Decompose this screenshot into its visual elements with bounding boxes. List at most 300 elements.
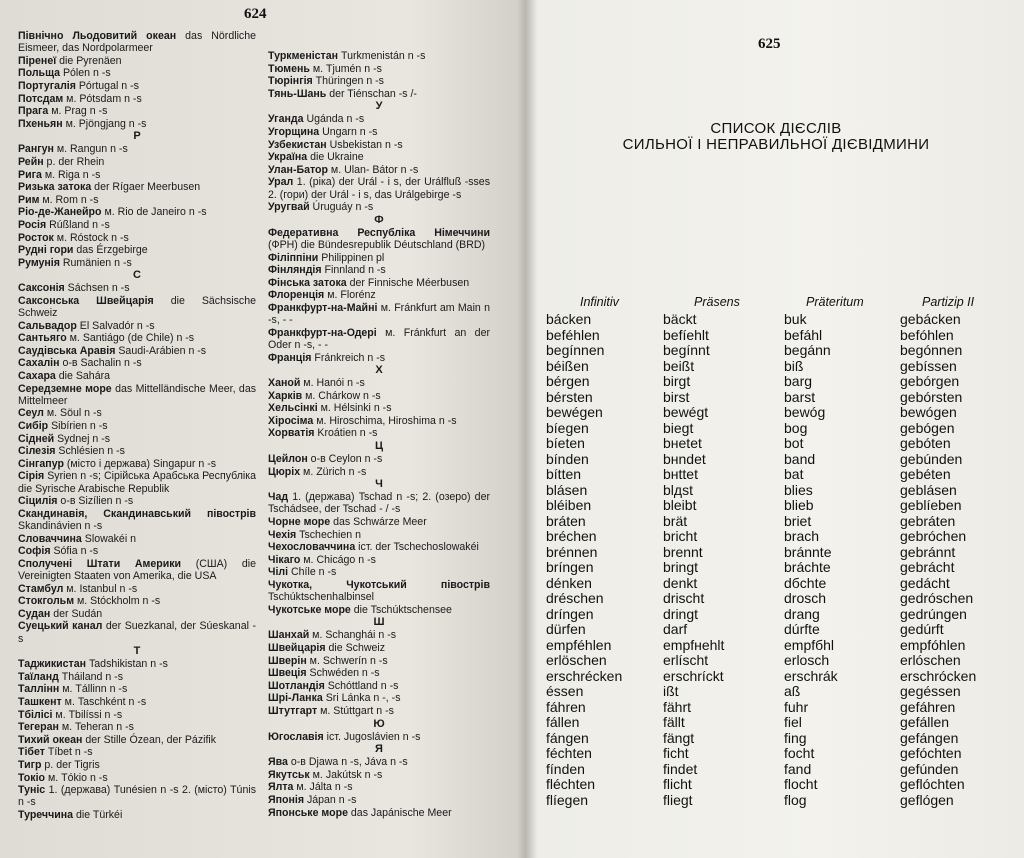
glossary-entry [268,126,490,138]
verb-praesens: bewégt [663,404,709,420]
entry-headword: Сибір [18,420,49,433]
verb-partizip: gefúnden [900,760,959,777]
entry-translation: Sri Lánka n -, -s [322,692,401,705]
verb-praesens: fängt [663,729,695,746]
verb-infinitiv: féchten [546,745,592,761]
entry-headword: Туреччина [18,808,74,821]
glossary-entry [268,252,490,264]
entry-headword: Туркменістан [268,50,339,62]
entry-headword: Федеративна Республіка Німеччини [268,226,490,239]
verb-partizip: gebrácht [900,559,955,575]
entry-headword: Ріо-де-Жанейро [18,206,102,219]
glossary-entry [18,93,256,105]
glossary-entry [18,545,256,557]
verb-infinitiv: bíegen [546,419,589,436]
glossary-entry [18,508,256,532]
entry-translation: Schlésien n -s [55,445,125,458]
glossary-entry [18,595,256,607]
entry-translation: м. Tállinn n -s [59,683,128,696]
entry-headword: Ташкент [18,695,62,708]
column-praesens [663,312,724,808]
section-letter: Ф [374,213,384,226]
verb-partizip: gedúrft [900,621,944,637]
entry-headword: Фінляндія [268,264,322,277]
entry-translation: р. der Rhein [43,155,105,168]
entry-translation: о-в Sizílien n -s [57,495,134,508]
entry-headword: Тбілісі [18,708,53,721]
entry-translation: Tadshikistan n -s [86,658,168,671]
verb-praesens: darf [663,621,688,637]
entry-translation: Tschechien n [296,528,361,541]
verb-praeteritum: drosch [784,590,827,606]
verb-infinitiv: bléiben [546,497,592,513]
entry-translation: м. Santiágo (de Chile) n -s [66,332,195,345]
glossary-entry [18,671,256,683]
verb-infinitiv: bácken [546,311,592,327]
verb-praeteritum: focht [784,745,815,761]
verb-praesens: ficht [663,745,689,761]
glossary-entry [268,289,490,301]
verb-partizip: gebóten [900,435,951,451]
verb-praesens: birst [663,388,690,405]
glossary-entry [18,696,256,708]
entry-translation: Tschúktschenhalbinsel [268,591,374,604]
glossary-entry [268,151,490,163]
glossary-entry [18,433,256,445]
entry-translation: Schwéden n -s [306,667,380,680]
verb-praeteritum: barst [784,388,816,405]
verb-praeteritum: fand [784,760,812,777]
entry-headword: Шотландія [268,679,325,692]
entry-translation: іст. der Tschechoslowakéi [355,541,479,554]
header-partizip: Partizip II [922,295,975,309]
glossary-entry [18,370,256,382]
verb-infinitiv: éssen [546,683,584,699]
verb-praesens: dringt [663,605,699,622]
glossary-entry [268,579,490,603]
glossary-entry [268,705,490,717]
glossary-entry [268,491,490,515]
verb-infinitiv: bríngen [546,559,594,575]
entry-headword: Тюрінгія [268,75,313,88]
glossary-entry [268,453,490,465]
verb-praeteritum: dбchte [784,574,827,591]
section-letter: Т [133,645,141,658]
verb-infinitiv: fáhren [546,698,586,715]
entry-headword: Піренеї [18,54,57,67]
entry-headword: Хіросіма [268,414,314,427]
entry-headword: Швеція [268,667,307,680]
verb-praeteritum: befáhl [784,326,823,343]
entry-translation: Sáchsen n -s [64,282,130,295]
verb-infinitiv: flíegen [546,791,589,808]
entry-headword: Сіцилія [18,495,58,508]
verb-praeteritum: aß [784,683,801,699]
glossary-entry [268,769,490,781]
verb-praeteritum: blieb [784,497,814,513]
glossary-entry [268,541,490,553]
entry-headword: Франкфурт-на-Одері [268,326,377,339]
verb-partizip: erlóschen [900,652,961,668]
verb-partizip: geflóchten [900,776,965,792]
entry-headword: Чехія [268,528,297,541]
entry-headword: Чікаго [268,553,301,566]
entry-headword: Туніс [18,784,46,797]
entry-headword: Скандинавія, Скандинавський півострів [18,507,256,520]
verb-infinitiv: bewégen [546,404,603,420]
glossary-entry [18,295,256,319]
entry-headword: Північно Льодовитий океан [18,30,177,42]
glossary-entry [18,105,256,117]
entry-headword: Суецький канал [18,620,103,633]
verb-partizip: empfóhlen [900,636,966,653]
verb-praesens: birgt [663,373,691,389]
entry-headword: Росія [18,218,47,231]
entry-translation: іст. Jugoslávien n -s [323,730,421,743]
glossary-entry [18,181,256,193]
entry-headword: Флоренція [268,289,325,302]
entry-headword: Таллінн [18,683,60,696]
entry-translation: о-в Sachalin n -s [59,357,142,370]
verb-partizip: gebógen [900,419,955,436]
entry-headword: Сахара [18,370,56,383]
verb-infinitiv: bréchen [546,528,597,544]
verb-praesens: flicht [663,776,692,792]
verb-praeteritum: band [784,450,816,467]
column-partizip [900,312,976,808]
entry-headword: Югославія [268,730,324,743]
entry-translation: м. Hélsinki n -s [317,402,392,415]
entry-headword: Польща [18,67,61,80]
glossary-entry [268,264,490,276]
glossary-column-a [18,30,256,822]
glossary-entry [268,139,490,151]
verb-praeteritum: biß [784,357,804,374]
verb-partizip: geblíeben [900,497,962,513]
entry-headword: Тегеран [18,721,59,734]
verb-praesens: erlíscht [663,652,709,668]
entry-translation: м. Teheran n -s [58,721,134,734]
glossary-entry [18,809,256,821]
entry-headword: Сідней [18,432,55,445]
glossary-entry [268,50,490,62]
entry-translation: м. Zürich n -s [300,465,367,478]
glossary-entry [18,232,256,244]
verb-infinitiv: dénken [546,574,592,591]
verb-praesens: fliegt [663,791,693,808]
entry-translation: Philippinen pl [318,251,385,264]
entry-headword: Потсдам [18,92,64,105]
verb-infinitiv: erlöschen [546,652,607,668]
entry-translation: м. Jakútsk n -s [309,768,383,781]
entry-headword: Таджикистан [18,658,87,671]
entry-translation: Usbekistan n -s [326,138,403,151]
glossary-entry [18,383,256,407]
entry-translation: das Érzgebirge [73,244,148,257]
entry-translation: м. Rangun n -s [53,143,128,156]
entry-headword: Чукотське море [268,603,351,616]
verb-partizip: gedróschen [900,590,974,606]
entry-translation: м. Söul n -s [43,407,102,420]
verb-infinitiv: bérsten [546,388,593,405]
entry-headword: Сантьяго [18,332,67,345]
glossary-entry [268,227,490,251]
verb-praesens: erschríckt [663,667,724,684]
verb-praesens: bнttet [663,466,698,482]
verb-partizip: gebórgen [900,373,960,389]
verb-praesens: befíehlt [663,326,709,343]
section-letter: Х [375,364,383,377]
glossary-entry [18,533,256,545]
entry-translation: Sydnej n -s [54,432,111,445]
verb-infinitiv: fállen [546,714,580,730]
glossary-entry [18,219,256,231]
verb-infinitiv: bíeten [546,435,585,451]
glossary-entry [268,756,490,768]
entry-translation: м. Istanbul n -s [63,582,138,595]
verb-praesens: blдst [663,481,693,498]
entry-translation: die Sahára [55,370,111,383]
glossary-entry [18,143,256,155]
entry-headword: Улан-Батор [268,163,328,176]
entry-headword: Угорщина [268,125,320,138]
entry-headword: Судан [18,607,51,620]
glossary-entry [18,357,256,369]
glossary-entry [18,620,256,644]
entry-translation: о-в Ceylon n -s [307,453,383,466]
verb-praeteritum: bráchte [784,559,831,575]
verb-infinitiv: dürfen [546,621,586,637]
glossary-entry [18,608,256,620]
verb-praeteritum: buk [784,311,807,327]
glossary-entry [268,516,490,528]
verb-partizip: gefóchten [900,745,962,761]
entry-translation: Úruguáy n -s [309,201,374,214]
glossary-entry [268,164,490,176]
entry-translation: der Suezkanal, der Súeskanal -s [18,620,256,645]
verb-infinitiv: dréschen [546,590,604,606]
entry-headword: Ризька затока [18,181,92,194]
verb-praesens: bнetet [663,435,702,451]
entry-headword: Хельсінкі [268,402,318,415]
glossary-entry [18,244,256,256]
glossary-entry [268,415,490,427]
entry-headword: Сінгапур [18,457,64,470]
verb-praesens: beißt [663,357,695,374]
entry-headword: Урал [268,176,294,189]
glossary-entry [18,332,256,344]
verb-praesens: brennt [663,543,703,560]
entry-translation: die Türkéi [73,808,123,821]
entry-translation: der Tiénschan -s /- [326,87,417,100]
header-praeteritum: Präteritum [806,295,864,309]
verb-infinitiv: fángen [546,729,589,746]
entry-headword: Тигр [18,758,42,771]
entry-translation: м. Rom n -s [39,193,99,206]
column-praeteritum [784,312,838,808]
entry-headword: Харків [268,389,303,402]
entry-headword: Цейлон [268,453,308,466]
glossary-entry [268,794,490,806]
verb-praeteritum: bránnte [784,543,832,560]
glossary-entry [18,583,256,595]
verb-praeteritum: fiel [784,714,802,730]
verb-partizip: begónnen [900,342,963,358]
entry-translation: о-в Djawa n -s, Jáva n -s [287,756,408,769]
verb-partizip: gebúnden [900,450,963,467]
verb-partizip: gebácken [900,311,961,327]
verb-partizip: gegéssen [900,683,961,699]
entry-headword: Україна [268,151,308,164]
entry-translation: der Rígaer Meerbusen [91,181,201,194]
entry-headword: Узбекистан [268,138,327,151]
right-page [528,0,1024,858]
entry-translation: м. Florénz [324,289,376,302]
list-subtitle: СИЛЬНОЇ І НЕПРАВИЛЬНОЇ ДІЄВІДМИНИ [622,136,930,153]
entry-translation: 1. (ріка) der Urál - i s, der Urálfluß -sses 2. (гори) der Urál - i s, das Urálgebirge -s [268,176,490,201]
entry-translation: Kroátien n -s [314,427,378,440]
entry-translation: м. Tjumén n -s [309,62,382,75]
entry-translation: der Stille Ózean, der Pázifik [82,733,217,746]
entry-translation: das Mittelländische Meer, das Mittelmeer [18,382,257,407]
entry-headword: Франція [268,351,312,364]
entry-translation: м. Ulan- Bátor n -s [327,163,419,176]
verb-praesens: begínnt [663,342,710,358]
entry-headword: Філіппіни [268,251,319,264]
entry-translation: El Salvadór n -s [76,319,155,332]
verb-praeteritum: fuhr [784,698,809,715]
column-infinitiv [546,312,622,808]
entry-translation: Rúßland n -s [46,218,110,231]
verb-praeteritum: dúrfte [784,621,820,637]
verb-praeteritum: brach [784,528,820,544]
glossary-entry [18,156,256,168]
entry-headword: Португалія [18,79,76,92]
glossary-entry [18,445,256,457]
entry-translation: das Schwárze Meer [330,516,427,529]
verb-partizip: geflógen [900,791,954,808]
glossary-entry [18,558,256,582]
verb-praesens: denkt [663,574,698,591]
verb-partizip: gefáhren [900,698,956,715]
entry-translation: Rumänien n -s [59,256,132,269]
glossary-entry [18,458,256,470]
section-letter: Я [375,743,383,756]
section-letter: Ю [373,717,385,730]
entry-headword: Саудівська Аравія [18,344,116,357]
entry-headword: Прага [18,105,49,118]
entry-translation: Sófia n -s [50,545,99,558]
glossary-entry [18,495,256,507]
verb-praesens: bleibt [663,497,697,513]
entry-headword: Саксонська Швейцарія [18,294,154,307]
entry-translation: м. Róstock n -s [53,231,129,244]
glossary-entry [18,118,256,130]
verb-partizip: gebráten [900,512,956,529]
entry-headword: Японське море [268,806,348,819]
entry-translation: das Japánische Meer [347,806,452,819]
verb-partizip: gebéten [900,466,951,482]
entry-headword: Ханой [268,377,301,390]
glossary-entry [18,709,256,721]
entry-translation: м. Riga n -s [41,168,101,181]
verb-partizip: erschrócken [900,667,977,684]
entry-headword: Тихий океан [18,733,83,746]
verb-praeteritum: begánn [784,342,831,358]
glossary-entry [18,30,256,54]
verb-infinitiv: bítten [546,466,582,482]
glossary-entry [18,67,256,79]
verb-infinitiv: fléchten [546,776,596,792]
entry-translation: Finnland n -s [321,264,386,277]
entry-headword: Чілі [268,566,289,579]
entry-headword: Швейцарія [268,642,326,654]
entry-headword: Сеул [18,407,44,420]
section-letter: Ш [373,616,385,629]
verb-partizip: gedrúngen [900,605,967,622]
verb-praeteritum: empfбhl [784,636,835,653]
verb-partizip: gebróchen [900,528,967,544]
entry-translation: Ugánda n -s [303,113,365,126]
verb-praeteritum: bog [784,419,808,436]
verb-infinitiv: begínnen [546,342,605,358]
entry-headword: Тібет [18,746,45,759]
entry-translation: м. Hanói n -s [300,377,365,390]
entry-translation: 1. (держава) Tschad n -s; 2. (озеро) der Tschádsee, der Tschad - / -s [268,491,490,516]
section-letter: Ч [375,478,383,491]
entry-headword: Сальвадор [18,319,77,332]
verb-praeteritum: bewóg [784,404,826,420]
page-number-left: 624 [244,6,267,22]
glossary-entry [18,194,256,206]
verb-praeteritum: bot [784,435,804,451]
entry-translation: м. Chárkow n -s [302,389,381,402]
glossary-entry [18,746,256,758]
entry-translation: м. Pótsdam n -s [63,92,142,105]
glossary-entry [268,629,490,641]
verb-partizip: gebíssen [900,357,957,374]
glossary-entry [18,257,256,269]
entry-headword: Середземне море [18,382,112,395]
entry-translation: Sibírien n -s [48,420,108,433]
glossary-entry [18,169,256,181]
glossary-entry [268,466,490,478]
glossary-entry [268,655,490,667]
entry-translation: Skandinávien n -s [18,520,103,533]
entry-translation: Turkmenistán n -s [338,50,426,62]
header-praesens: Präsens [694,295,740,309]
entry-translation: die Ukraine [307,151,364,164]
entry-headword: Шанхай [268,629,310,642]
entry-headword: Японія [268,793,305,806]
verb-infinitiv: bráten [546,512,586,529]
verb-praesens: biegt [663,419,694,436]
entry-headword: Тянь-Шань [268,87,327,100]
glossary-entry [268,75,490,87]
glossary-entry [268,88,490,100]
verb-praesens: bäckt [663,311,697,327]
entry-translation: Thüringen n -s [312,75,384,88]
entry-translation: р. der Tigris [41,758,100,771]
entry-translation: der Finnische Méerbusen [346,276,470,289]
entry-headword: Чад [268,491,289,504]
entry-translation: Fránkreich n -s [311,351,386,364]
glossary-entry [268,402,490,414]
verb-praeteritum: flog [784,791,807,808]
entry-translation: м. Stóckholm n -s [74,595,161,608]
entry-headword: Сполучені Штати Америки [18,557,182,570]
entry-translation: Syrien n -s; Сірійська Арабська Республіка die Syrische Arabische Republik [18,470,256,495]
